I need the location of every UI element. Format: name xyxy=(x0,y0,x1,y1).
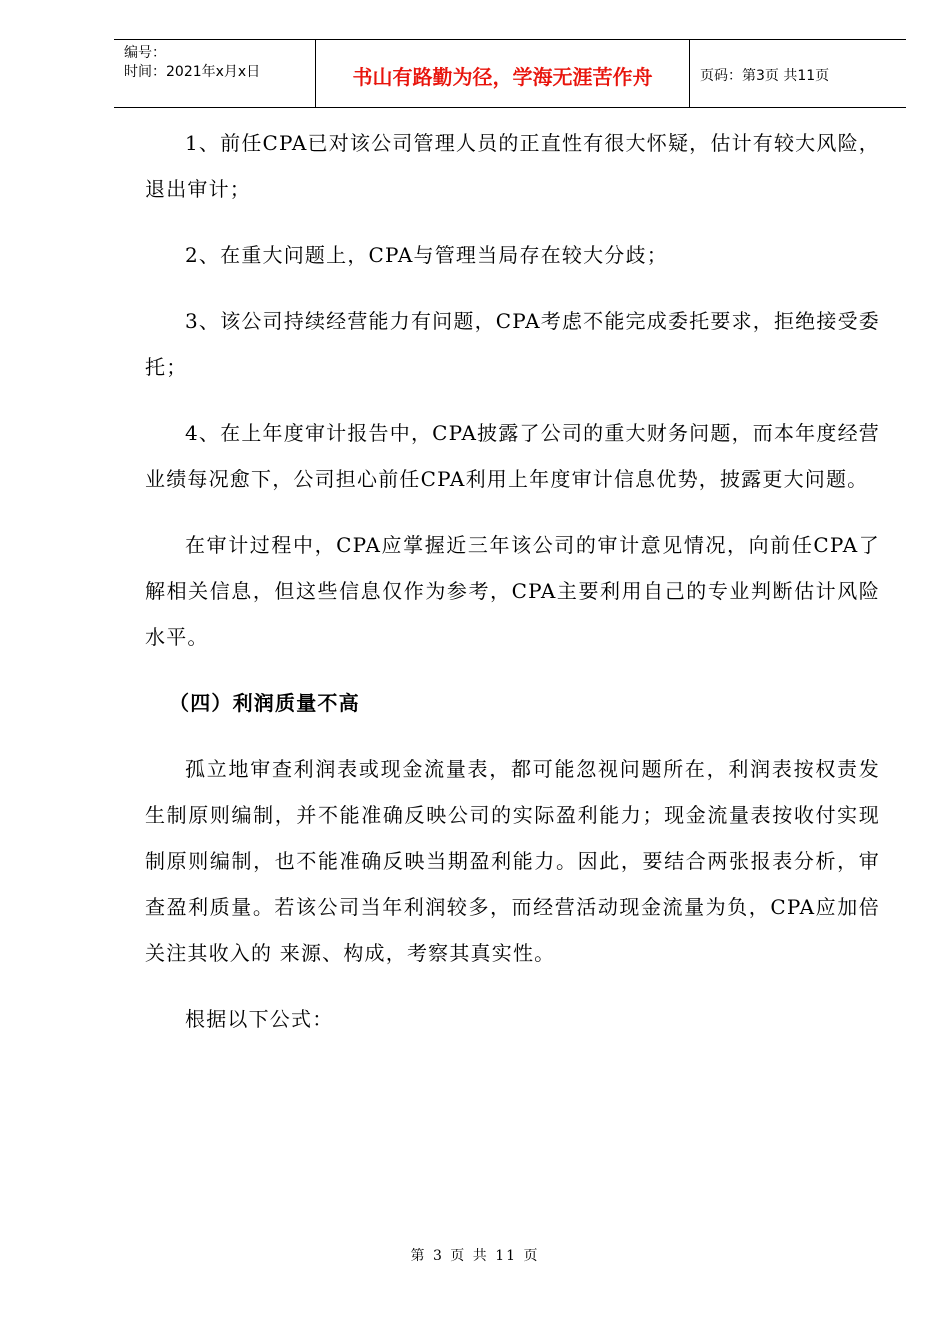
document-header xyxy=(114,39,906,108)
header-motto: 书山有路勤为径，学海无涯苦作舟 xyxy=(316,40,690,107)
paragraph-profit-analysis: 孤立地审查利润表或现金流量表，都可能忽视问题所在，利润表按权责发生制原则编制，并不能准确反映公司的实际盈利能力；现金流量表按收付实现制原则编制，也不能准确反映当期盈利能力。因此，要结合两张报表分析，审查盈利质量。若该公司当年利润较多，而经营活动现金流量为负，CPA应加倍关注其收入的 来源、构成，考察其真实性。 xyxy=(145,757,880,965)
paragraph-formula-intro: 根据以下公式： xyxy=(185,1007,334,1031)
document-time-label: 时间：2021年x月x日 xyxy=(124,64,261,80)
section-heading-profit-quality: （四）利润质量不高 xyxy=(169,691,360,715)
paragraph-reason-2: 2、在重大问题上，CPA与管理当局存在较大分歧； xyxy=(185,243,668,267)
document-number-label: 编号： xyxy=(124,45,166,61)
document-body xyxy=(145,120,880,1062)
page-footer: 第 3 页 共 11 页 xyxy=(410,1248,540,1264)
header-meta xyxy=(114,40,316,107)
paragraph-reason-1: 1、前任CPA已对该公司管理人员的正直性有很大怀疑，估计有较大风险，退出审计； xyxy=(145,131,880,201)
paragraph-audit-process: 在审计过程中，CPA应掌握近三年该公司的审计意见情况，向前任CPA了解相关信息，但这些信息仅作为参考，CPA主要利用自己的专业判断估计风险水平。 xyxy=(145,533,880,649)
header-page-info: 页码：第3页 共11页 xyxy=(700,67,830,84)
paragraph-reason-4: 4、在上年度审计报告中，CPA披露了公司的重大财务问题，而本年度经营业绩每况愈下，公司担心前任CPA利用上年度审计信息优势，披露更大问题。 xyxy=(145,421,880,491)
paragraph-reason-3: 3、该公司持续经营能力有问题，CPA考虑不能完成委托要求，拒绝接受委托； xyxy=(145,309,880,379)
